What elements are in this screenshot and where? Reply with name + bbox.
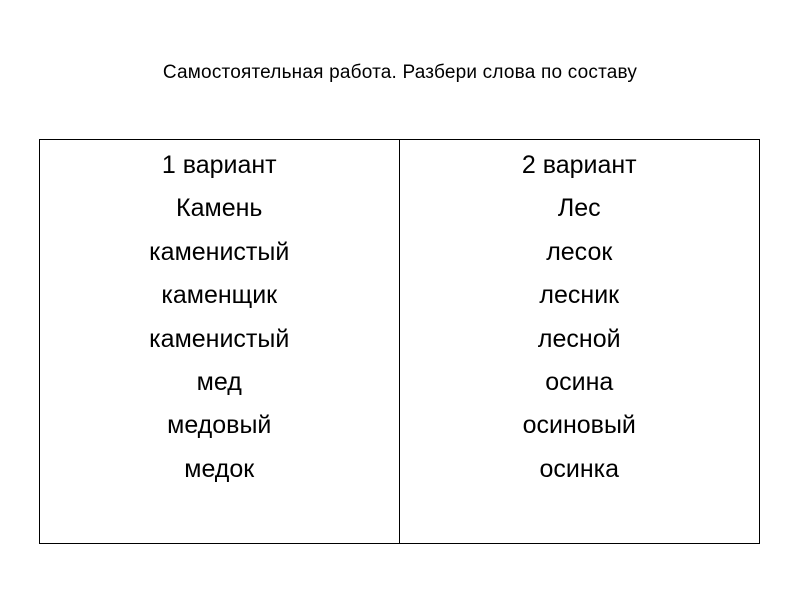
variant-1-word: Камень — [176, 194, 263, 223]
variant-2-word: Лес — [557, 194, 601, 223]
variant-1-word: мед — [196, 367, 242, 396]
variant-1-column — [40, 140, 400, 543]
variant-1-word: каменщик — [161, 281, 278, 310]
variant-1-header: 1 вариант — [161, 151, 277, 179]
variant-1-word: медовый — [167, 411, 272, 440]
variant-1-word: медок — [184, 454, 255, 483]
variant-1-word: каменистый — [149, 237, 290, 266]
variant-1-word: каменистый — [149, 324, 290, 353]
variant-2-word: лесной — [537, 324, 621, 353]
variant-2-word: осинка — [539, 454, 620, 483]
variant-2-word: осина — [545, 367, 614, 396]
variant-2-word: лесник — [539, 281, 620, 310]
variant-2-header: 2 вариант — [521, 151, 637, 179]
variant-2-column — [400, 140, 760, 543]
page-title: Самостоятельная работа. Разбери слова по составу — [162, 62, 638, 83]
variant-2-word: лесок — [546, 237, 613, 266]
word-table — [39, 139, 760, 544]
variant-2-word: осиновый — [522, 411, 636, 440]
